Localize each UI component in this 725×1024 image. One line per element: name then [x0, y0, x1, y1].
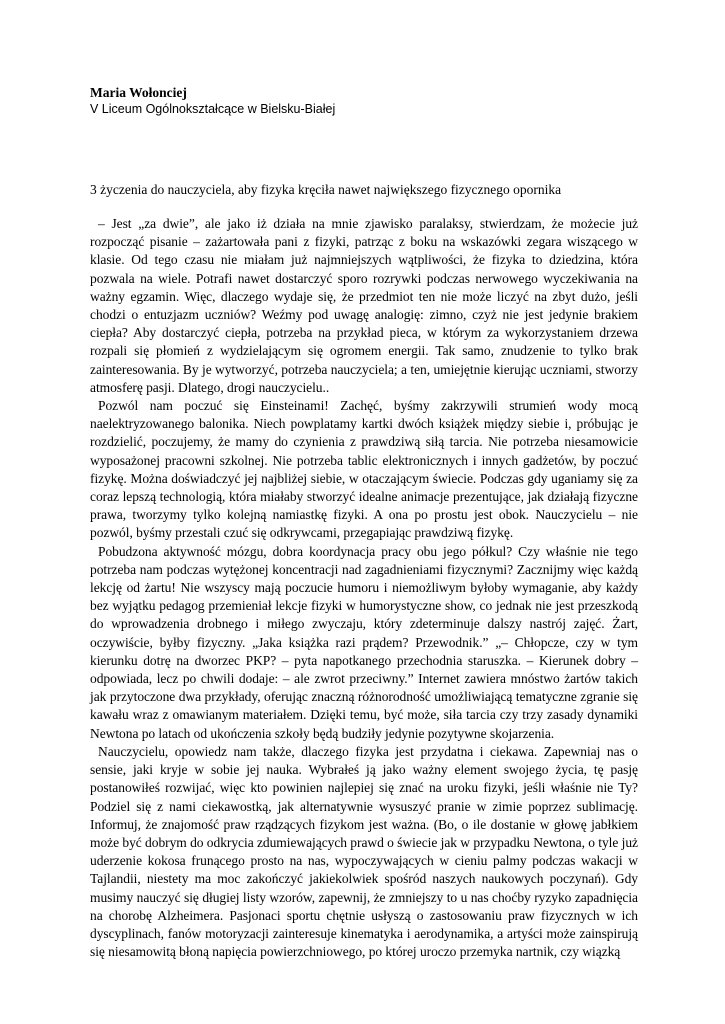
essay-body — [90, 215, 638, 961]
document-page — [90, 84, 638, 961]
essay-title: 3 życzenia do nauczyciela, aby fizyka kręciła nawet największego fizycznego opornika — [90, 182, 562, 197]
paragraph: Nauczycielu, opowiedz nam także, dlaczego fizyka jest przydatna i ciekawa. Zapewniaj nas o sensie, jaki kryje w sobie jej nauka. Wybrałeś ją jako ważny element swojego życia, tę pasję postanowiłeś rozwijać, więc kto powinien najlepiej się znać na uroku fizyki, jeśli właśnie nie Ty? Podziel się z nami ciekawostką, jak alternatywnie wysuszyć pranie w zimie poprzez sublimację. Informuj, że znajomość praw rządzących fizykom jest ważna. (Bo, o ile dostanie w głowę jabłkiem może być dobrym do odkrycia zdumiewających prawd o świecie jak w przypadku Newtona, o tyle już uderzenie kokosa frunącego prosto na nas, wypoczywających w cieniu palmy podczas wakacji w Tajlandii, niestety ma moc zakończyć jakiekolwiek spośród naszych naukowych poczynań). Gdy musimy nauczyć się długiej listy wzorów, zapewnij, że zmniejszy to u nas choćby ryzyko zapadnięcia na chorobę Alzheimera. Pasjonaci sportu chętnie usłyszą o zastosowaniu praw fizycznych w ich dyscyplinach, fanów motoryzacji zainteresuje kinematyka i aerodynamika, a artyści może zainspirują się niesamowitą błoną napięcia powierzchniowego, po której uroczo przemyka nartnik, czy wiązką — [90, 743, 638, 960]
school-name: V Liceum Ogólnokształcące w Bielsku-Białej — [90, 102, 336, 116]
paragraph: Pozwól nam poczuć się Einsteinami! Zachęć, byśmy zakrzywili strumień wody mocą naelektryzowanego balonika. Niech powplatamy kartki dwóch książek między siebie i, próbując je rozdzielić, poczujemy, że mamy do czynienia z prawdziwą siłą tarcia. Nie potrzeba niesamowicie wyposażonej pracowni szkolnej. Nie potrzeba tablic elektronicznych i innych gadżetów, by poczuć fizykę. Można doświadczyć jej najbliżej siebie, w otaczającym świecie. Podczas gdy uganiamy się za coraz lepszą technologią, która miałaby stworzyć idealne animacje prezentujące, jak działają fizyczne prawa, tworzymy tylko kolejną namiastkę fizyki. A ona po prostu jest obok. Nauczycielu – nie pozwól, byśmy przestali czuć się odkrywcami, przegapiając prawdziwą fizykę. — [90, 398, 638, 541]
paragraph: – Jest „za dwie”, ale jako iż działa na mnie zjawisko paralaksy, stwierdzam, że możecie już rozpocząć pisanie – zażartowała pani z fizyki, patrząc z boku na wskazówki zegara wiszącego w klasie. Od tego czasu nie miałam już najmniejszych wątpliwości, że fizyka to dziedzina, która pozwala na wiele. Potrafi nawet dostarczyć sporo rozrywki podczas nerwowego wyczekiwania na ważny egzamin. Więc, dlaczego wydaje się, że przedmiot ten nie może liczyć na zbyt dużo, jeśli chodzi o entuzjazm uczniów? Weźmy pod uwagę analogię: zimno, czyż nie jest jedynie brakiem ciepła? Aby dostarczyć ciepła, potrzeba na przykład pieca, w którym za wykorzystaniem drzewa rozpali się płomień z wydzielającym się ogromem energii. Tak samo, znudzenie to tylko brak zainteresowania. By je wytworzyć, potrzeba nauczyciela; a ten, umiejętnie kierując uczniami, stworzy atmosferę pasji. Dlatego, drogi nauczycielu.. — [90, 216, 638, 395]
paragraph: Pobudzona aktywność mózgu, dobra koordynacja pracy obu jego półkul? Czy właśnie nie tego potrzeba nam podczas wytężonej koncentracji nad zagadnieniami fizycznymi? Zacznijmy więc każdą lekcję od żartu! Nie wszyscy mają poczucie humoru i niemożliwym byłoby wymaganie, aby każdy bez wyjątku pedagog przemieniał lekcje fizyki w humorystyczne show, co jednak nie jest przeszkodą do wprowadzenia drobnego i miłego zwyczaju, który zdeterminuje dalszy nastrój zajęć. Żart, oczywiście, byłby fizyczny. „Jaka książka razi prądem? Przewodnik.” „– Chłopcze, czy w tym kierunku dotrę na dworzec PKP? – pyta napotkanego przechodnia staruszka. – Kierunek dobry – odpowiada, lecz po chwili dodaje: – ale zwrot przeciwny.” Internet zawiera mnóstwo żartów takich jak przytoczone dwa przykłady, oferując znaczną różnorodność umożliwiającą tematyczne zgranie się kawału wraz z omawianym materiałem. Dzięki temu, być może, siła tarcia czy trzy zasady dynamiki Newtona po latach od ukończenia szkoły będą budziły jedynie pozytywne skojarzenia. — [90, 543, 638, 741]
author-name: Maria Wołonciej — [90, 85, 187, 100]
